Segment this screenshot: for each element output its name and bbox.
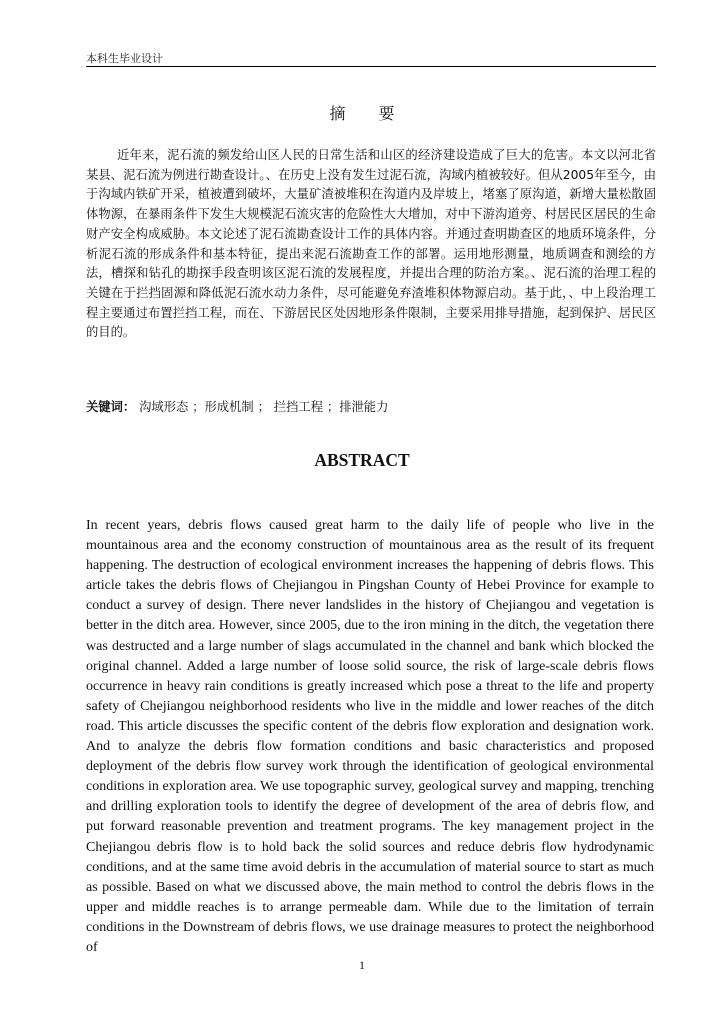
header-divider — [86, 66, 656, 67]
english-abstract-title: ABSTRACT — [314, 450, 410, 470]
keywords-line — [86, 397, 388, 415]
chinese-abstract-title: 摘 要 — [329, 104, 409, 123]
page-number: 1 — [359, 958, 365, 972]
chinese-abstract-body: 近年来，泥石流的频发给山区人民的日常生活和山区的经济建设造成了巨大的危害。本文以河北省某县、泥石流为例进行勘查设计。、在历史上没有发生过泥石流，沟域内植被较好。但从2005年至今，由于沟域内铁矿开采，植被遭到破坏，大量矿渣被堆积在沟道内及岸坡上，堵塞了原沟道，新增大量松散固体物源，在暴雨条件下发生大规模泥石流灾害的危险性大大增加，对中下游沟道旁、村居民区居民的生命财产安全构成威胁。本文论述了泥石流勘查设计工作的具体内容。并通过查明勘查区的地质环境条件，分析泥石流的形成条件和基本特征，提出来泥石流勘查工作的部署。运用地形测量，地质调查和测绘的方法，槽探和钻孔的勘探手段查明该区泥石流的发展程度，并提出合理的防治方案。、泥石流的治理工程的关键在于拦挡固源和降低泥石流水动力条件，尽可能避免弃渣堆积体物源启动。基于此，、中上段治理工程主要通过布置拦挡工程，而在、下游居民区处因地形条件限制，主要采用排导措施，起到保护、居民区的目的。 — [86, 148, 656, 340]
running-header: 本科生毕业设计 — [86, 52, 163, 65]
keywords-value: 沟域形态 ；形成机制 ； 拦挡工程 ；排泄能力 — [135, 400, 389, 414]
english-abstract-body: In recent years, debris flows caused great harm to the daily life of people who live in the mountainous area and the economy construction of mountainous area as the result of its frequent happening. The destruction of ecological environment increases the happening of debris flows. This article takes the debris flows of Chejiangou in Pingshan County of Hebei Province for example to conduct a survey of design. There never landslides in the history of Chejiangou and vegetation is better in the ditch area. However, since 2005, due to the iron mining in the ditch, the vegetation there was destructed and a large number of slags accumulated in the channel and bank which blocked the original channel. Added a large number of loose solid source, the risk of large-scale debris flows occurrence in heavy rain conditions is greatly increased which pose a threat to the life and property safety of Chejiangou neighborhood residents who live in the middle and lower reaches of the ditch road. This article discusses the specific content of the debris flow exploration and designation work. And to analyze the debris flow formation conditions and basic characteristics and proposed deployment of the debris flow survey work through the identification of geological environmental conditions in exploration area. We use topographic survey, geological survey and mapping, trenching and drilling exploration tools to identify the degree of development of the area of debris flow, and put forward reasonable prevention and treatment programs. The key management project in the Chejiangou debris flow is to hold back the solid sources and reduce debris flow hydrodynamic conditions, and at the same time avoid debris in the accumulation of material source to start as much as possible. Based on what we discussed above, the main method to control the debris flows in the upper and middle reaches is to arrange permeable dam. While due to the limitation of terrain conditions in the Downstream of debris flows, we use drainage measures to protect the neighborhood of — [86, 518, 654, 955]
keywords-label: 关键词： — [86, 400, 136, 414]
